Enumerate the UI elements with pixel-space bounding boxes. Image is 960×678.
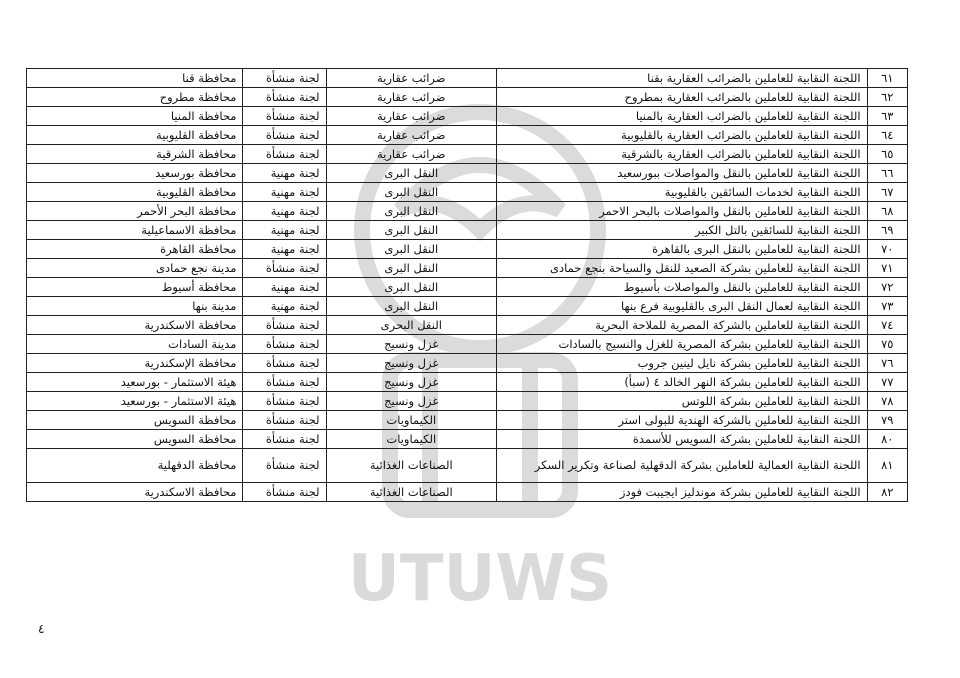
row-number-cell: ٧٧ (867, 373, 907, 392)
row-number-cell: ٧٤ (867, 316, 907, 335)
committee-type-cell: لجنة مهنية (243, 240, 326, 259)
committee-type-cell: لجنة منشأة (243, 316, 326, 335)
table-row (27, 483, 908, 502)
committee-type-cell: لجنة مهنية (243, 183, 326, 202)
sector-cell: النقل البرى (326, 221, 497, 240)
committee-type-cell: لجنة منشأة (243, 145, 326, 164)
committee-type-cell: لجنة منشأة (243, 373, 326, 392)
location-cell: مدينة السادات (27, 335, 243, 354)
sector-cell: النقل البرى (326, 278, 497, 297)
location-cell: محافظة الشرقية (27, 145, 243, 164)
location-cell: محافظة أسيوط (27, 278, 243, 297)
location-cell: محافظة البحر الأحمر (27, 202, 243, 221)
row-number-cell: ٧٥ (867, 335, 907, 354)
sector-cell: ضرائب عقارية (326, 107, 497, 126)
sector-cell: النقل البرى (326, 240, 497, 259)
committee-name-cell: اللجنة النقابية للعاملين بالشركة الهندية للبولى استر (497, 411, 868, 430)
location-cell: محافظة المنيا (27, 107, 243, 126)
row-number-cell: ٧٠ (867, 240, 907, 259)
row-number-cell: ٦١ (867, 69, 907, 88)
committee-name-cell: اللجنة النقابية للعاملين بالضرائب العقارية بقنا (497, 69, 868, 88)
table-row (27, 297, 908, 316)
location-cell: محافظة الاسكندرية (27, 483, 243, 502)
table-row (27, 373, 908, 392)
committee-name-cell: اللجنة النقابية للعاملين بالنقل والمواصلات ببورسعيد (497, 164, 868, 183)
committee-name-cell: اللجنة النقابية العمالية للعاملين بشركة الدقهلية لصناعة وتكرير السكر (497, 449, 868, 483)
location-cell: محافظة القليوبية (27, 126, 243, 145)
committee-type-cell: لجنة منشأة (243, 259, 326, 278)
sector-cell: ضرائب عقارية (326, 126, 497, 145)
committee-type-cell: لجنة منشأة (243, 430, 326, 449)
committee-type-cell: لجنة منشأة (243, 392, 326, 411)
row-number-cell: ٦٧ (867, 183, 907, 202)
location-cell: محافظة الاسكندرية (27, 316, 243, 335)
location-cell: محافظة الإسكندرية (27, 354, 243, 373)
sector-cell: الصناعات الغذائية (326, 449, 497, 483)
sector-cell: غزل ونسيج (326, 335, 497, 354)
table-row (27, 430, 908, 449)
row-number-cell: ٧٢ (867, 278, 907, 297)
sector-cell: ضرائب عقارية (326, 69, 497, 88)
location-cell: محافظة السويس (27, 430, 243, 449)
committee-name-cell: اللجنة النقابية للعاملين بشركة السويس للأسمدة (497, 430, 868, 449)
table-row (27, 107, 908, 126)
row-number-cell: ٦٩ (867, 221, 907, 240)
table-row (27, 69, 908, 88)
table-row (27, 126, 908, 145)
sector-cell: الصناعات الغذائية (326, 483, 497, 502)
location-cell: محافظة قنا (27, 69, 243, 88)
sector-cell: النقل البرى (326, 164, 497, 183)
sector-cell: النقل البرى (326, 297, 497, 316)
committee-name-cell: اللجنة النقابية للسائقين بالتل الكبير (497, 221, 868, 240)
table-row (27, 335, 908, 354)
committee-type-cell: لجنة مهنية (243, 202, 326, 221)
sector-cell: النقل البرى (326, 259, 497, 278)
row-number-cell: ٧٣ (867, 297, 907, 316)
location-cell: محافظة بورسعيد (27, 164, 243, 183)
location-cell: هيئة الاستثمار - بورسعيد (27, 373, 243, 392)
row-number-cell: ٦٣ (867, 107, 907, 126)
row-number-cell: ٨١ (867, 449, 907, 483)
table-row (27, 354, 908, 373)
sector-cell: النقل البرى (326, 183, 497, 202)
location-cell: محافظة مطروح (27, 88, 243, 107)
row-number-cell: ٧٩ (867, 411, 907, 430)
committee-type-cell: لجنة منشأة (243, 335, 326, 354)
row-number-cell: ٦٦ (867, 164, 907, 183)
committee-type-cell: لجنة منشأة (243, 449, 326, 483)
committee-type-cell: لجنة منشأة (243, 107, 326, 126)
committee-name-cell: اللجنة النقابية للعاملين بشركة النهر الخالد ٤ (سبأ) (497, 373, 868, 392)
table-row (27, 259, 908, 278)
location-cell: محافظة السويس (27, 411, 243, 430)
committee-name-cell: اللجنة النقابية للعاملين بالنقل والمواصلات بالبحر الاحمر (497, 202, 868, 221)
committee-name-cell: اللجنة النقابية للعاملين بالنقل والمواصلات بأسيوط (497, 278, 868, 297)
committee-type-cell: لجنة مهنية (243, 278, 326, 297)
sector-cell: الكيماويات (326, 411, 497, 430)
row-number-cell: ٧١ (867, 259, 907, 278)
location-cell: محافظة الدقهلية (27, 449, 243, 483)
committee-type-cell: لجنة منشأة (243, 126, 326, 145)
committee-name-cell: اللجنة النقابية للعاملين بالضرائب العقارية بمطروح (497, 88, 868, 107)
committee-type-cell: لجنة مهنية (243, 221, 326, 240)
table-row (27, 221, 908, 240)
row-number-cell: ٦٢ (867, 88, 907, 107)
table-row (27, 316, 908, 335)
committee-name-cell: اللجنة النقابية لخدمات السائقين بالقليوبية (497, 183, 868, 202)
committee-type-cell: لجنة منشأة (243, 69, 326, 88)
svg-text:UTUWS: UTUWS (347, 542, 613, 616)
sector-cell: غزل ونسيج (326, 373, 497, 392)
sector-cell: غزل ونسيج (326, 392, 497, 411)
location-cell: محافظة الاسماعيلية (27, 221, 243, 240)
row-number-cell: ٦٥ (867, 145, 907, 164)
committee-name-cell: اللجنة النقابية للعاملين بشركة الصعيد للنقل والسياحة بنجع حمادى (497, 259, 868, 278)
row-number-cell: ٧٨ (867, 392, 907, 411)
row-number-cell: ٨٢ (867, 483, 907, 502)
committee-type-cell: لجنة مهنية (243, 297, 326, 316)
location-cell: مدينة نجع حمادى (27, 259, 243, 278)
location-cell: محافظة القاهرة (27, 240, 243, 259)
sector-cell: النقل البرى (326, 202, 497, 221)
location-cell: هيئة الاستثمار - بورسعيد (27, 392, 243, 411)
sector-cell: النقل البحرى (326, 316, 497, 335)
table-row (27, 183, 908, 202)
sector-cell: ضرائب عقارية (326, 145, 497, 164)
location-cell: مدينة بنها (27, 297, 243, 316)
committee-name-cell: اللجنة النقابية للعاملين بشركة موندليز ايجيبت فودز (497, 483, 868, 502)
row-number-cell: ٦٨ (867, 202, 907, 221)
table-row (27, 278, 908, 297)
committee-name-cell: اللجنة النقابية للعاملين بالضرائب العقارية بالشرقية (497, 145, 868, 164)
committee-type-cell: لجنة منشأة (243, 354, 326, 373)
committee-type-cell: لجنة منشأة (243, 88, 326, 107)
committee-type-cell: لجنة مهنية (243, 164, 326, 183)
committee-name-cell: اللجنة النقابية للعاملين بشركة المصرية للغزل والنسيج بالسادات (497, 335, 868, 354)
committee-type-cell: لجنة منشأة (243, 411, 326, 430)
row-number-cell: ٧٦ (867, 354, 907, 373)
committee-name-cell: اللجنة النقابية للعاملين بالضرائب العقارية بالقليوبية (497, 126, 868, 145)
table-row (27, 88, 908, 107)
row-number-cell: ٦٤ (867, 126, 907, 145)
location-cell: محافظة القليوبية (27, 183, 243, 202)
sector-cell: الكيماويات (326, 430, 497, 449)
committee-name-cell: اللجنة النقابية لعمال النقل البرى بالقليوبية فرع بنها (497, 297, 868, 316)
table-row (27, 145, 908, 164)
table-row (27, 411, 908, 430)
committee-type-cell: لجنة منشأة (243, 483, 326, 502)
table-row (27, 202, 908, 221)
committee-name-cell: اللجنة النقابية للعاملين بشركة نايل لينين جروب (497, 354, 868, 373)
committee-name-cell: اللجنة النقابية للعاملين بالشركة المصرية للملاحة البحرية (497, 316, 868, 335)
row-number-cell: ٨٠ (867, 430, 907, 449)
table-row (27, 164, 908, 183)
committee-name-cell: اللجنة النقابية للعاملين بالضرائب العقارية بالمنيا (497, 107, 868, 126)
table-row (27, 449, 908, 483)
sector-cell: غزل ونسيج (326, 354, 497, 373)
table-row (27, 392, 908, 411)
unions-table (26, 68, 908, 502)
page-number: ٤ (38, 622, 45, 636)
sector-cell: ضرائب عقارية (326, 88, 497, 107)
committee-name-cell: اللجنة النقابية للعاملين بشركة اللوتس (497, 392, 868, 411)
table-row (27, 240, 908, 259)
committee-name-cell: اللجنة النقابية للعاملين بالنقل البرى بالقاهرة (497, 240, 868, 259)
